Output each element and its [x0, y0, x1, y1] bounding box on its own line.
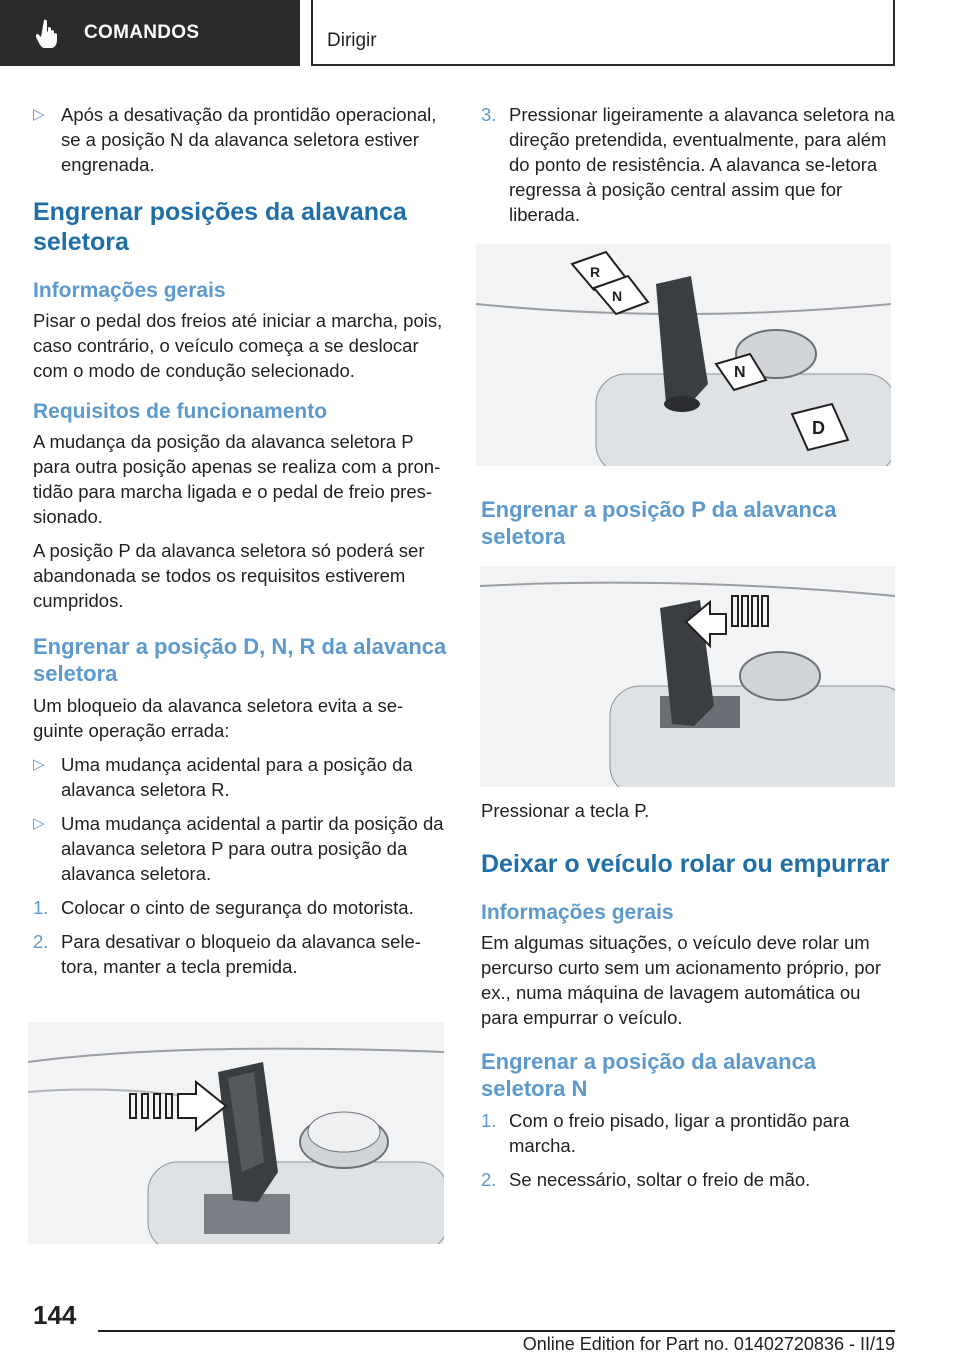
section-label: Dirigir	[327, 30, 377, 51]
left-column	[33, 102, 448, 988]
list-item: ▷ Uma mudança acidental para a posição da alavanca seletora R.	[33, 754, 413, 800]
numbered-step: 3. Pressionar ligeiramente a alavanca seletora na direção pretendida, eventualmente, para além do ponto de resistência. A alavanca se‐letora regressa à posição central assim que for liberada.	[481, 104, 895, 225]
right-column	[481, 102, 896, 236]
numbered-step: 2. Para desativar o bloqueio da alavanca sele‐tora, manter a tecla premida.	[33, 931, 421, 977]
numbered-step: 1. Com o freio pisado, ligar a prontidão para marcha.	[481, 1110, 850, 1156]
section-header	[311, 0, 895, 66]
subheading: Engrenar a posição D, N, R da alavanca seletora	[33, 634, 447, 686]
chapter-label: COMANDOS	[84, 22, 200, 43]
numbered-step: 2. Se necessário, soltar o freio de mão.	[481, 1169, 811, 1190]
right-column-section-p	[481, 496, 896, 556]
numbered-step: 1. Colocar o cinto de segurança do motorista.	[33, 897, 414, 918]
subheading: Informações gerais	[33, 279, 226, 302]
shift-label-n2: N	[734, 364, 746, 381]
page-number: 144	[33, 1300, 77, 1330]
paragraph: Pressionar a tecla P.	[481, 800, 650, 821]
paragraph: A mudança da posição da alavanca seletora P para outra posição apenas se realiza com a pron‐tidão para marcha ligada e o pedal de freio pres‐sionado.	[33, 431, 441, 527]
section-heading: Engrenar posições da alavanca seletora	[33, 198, 407, 256]
bullet-triangle-icon: ▷	[33, 756, 45, 773]
subheading: Requisitos de funcionamento	[33, 400, 328, 423]
shift-label-n: N	[612, 288, 623, 304]
paragraph: Pisar o pedal dos freios até iniciar a marcha, pois, caso contrário, o veículo começa a se deslocar com o modo de condução selecionado.	[33, 310, 443, 381]
paragraph: Um bloqueio da alavanca seletora evita a se‐guinte operação errada:	[33, 695, 404, 741]
list-item: ▷ Uma mudança acidental a partir da posição da alavanca seletora P para outra posição da alavanca seletora.	[33, 813, 444, 884]
list-item: ▷ Após a desativação da prontidão operacional, se a posição N da alavanca seletora estiver engrenada.	[33, 104, 437, 175]
shift-label-r: R	[590, 264, 601, 280]
gear-lever-p-button-illustration	[480, 566, 895, 787]
section-heading: Deixar o veículo rolar ou empurrar	[481, 850, 890, 878]
gear-lever-shift-illustration	[476, 244, 891, 466]
chapter-tab[interactable]	[0, 0, 300, 66]
paragraph: Em algumas situações, o veículo deve rolar um percurso curto sem um acionamento próprio, por ex., numa máquina de lavagem automática ou para empurrar o veículo.	[481, 932, 881, 1028]
right-column-lower	[481, 798, 896, 1201]
footer-divider	[98, 1330, 895, 1332]
paragraph: A posição P da alavanca seletora só poderá ser abandonada se todos os requisitos estiverem cumpridos.	[33, 540, 425, 611]
footer-edition: Online Edition for Part no. 01402720836 - II/19	[522, 1334, 895, 1354]
bullet-triangle-icon: ▷	[33, 106, 45, 123]
gear-lever-unlock-illustration	[28, 1022, 444, 1244]
shift-label-d: D	[812, 418, 825, 438]
hand-icon	[36, 18, 62, 48]
subheading: Engrenar a posição da alavanca seletora N	[481, 1049, 817, 1101]
subheading: Informações gerais	[481, 901, 674, 924]
subheading: Engrenar a posição P da alavanca seletora	[481, 497, 837, 549]
bullet-triangle-icon: ▷	[33, 815, 45, 832]
